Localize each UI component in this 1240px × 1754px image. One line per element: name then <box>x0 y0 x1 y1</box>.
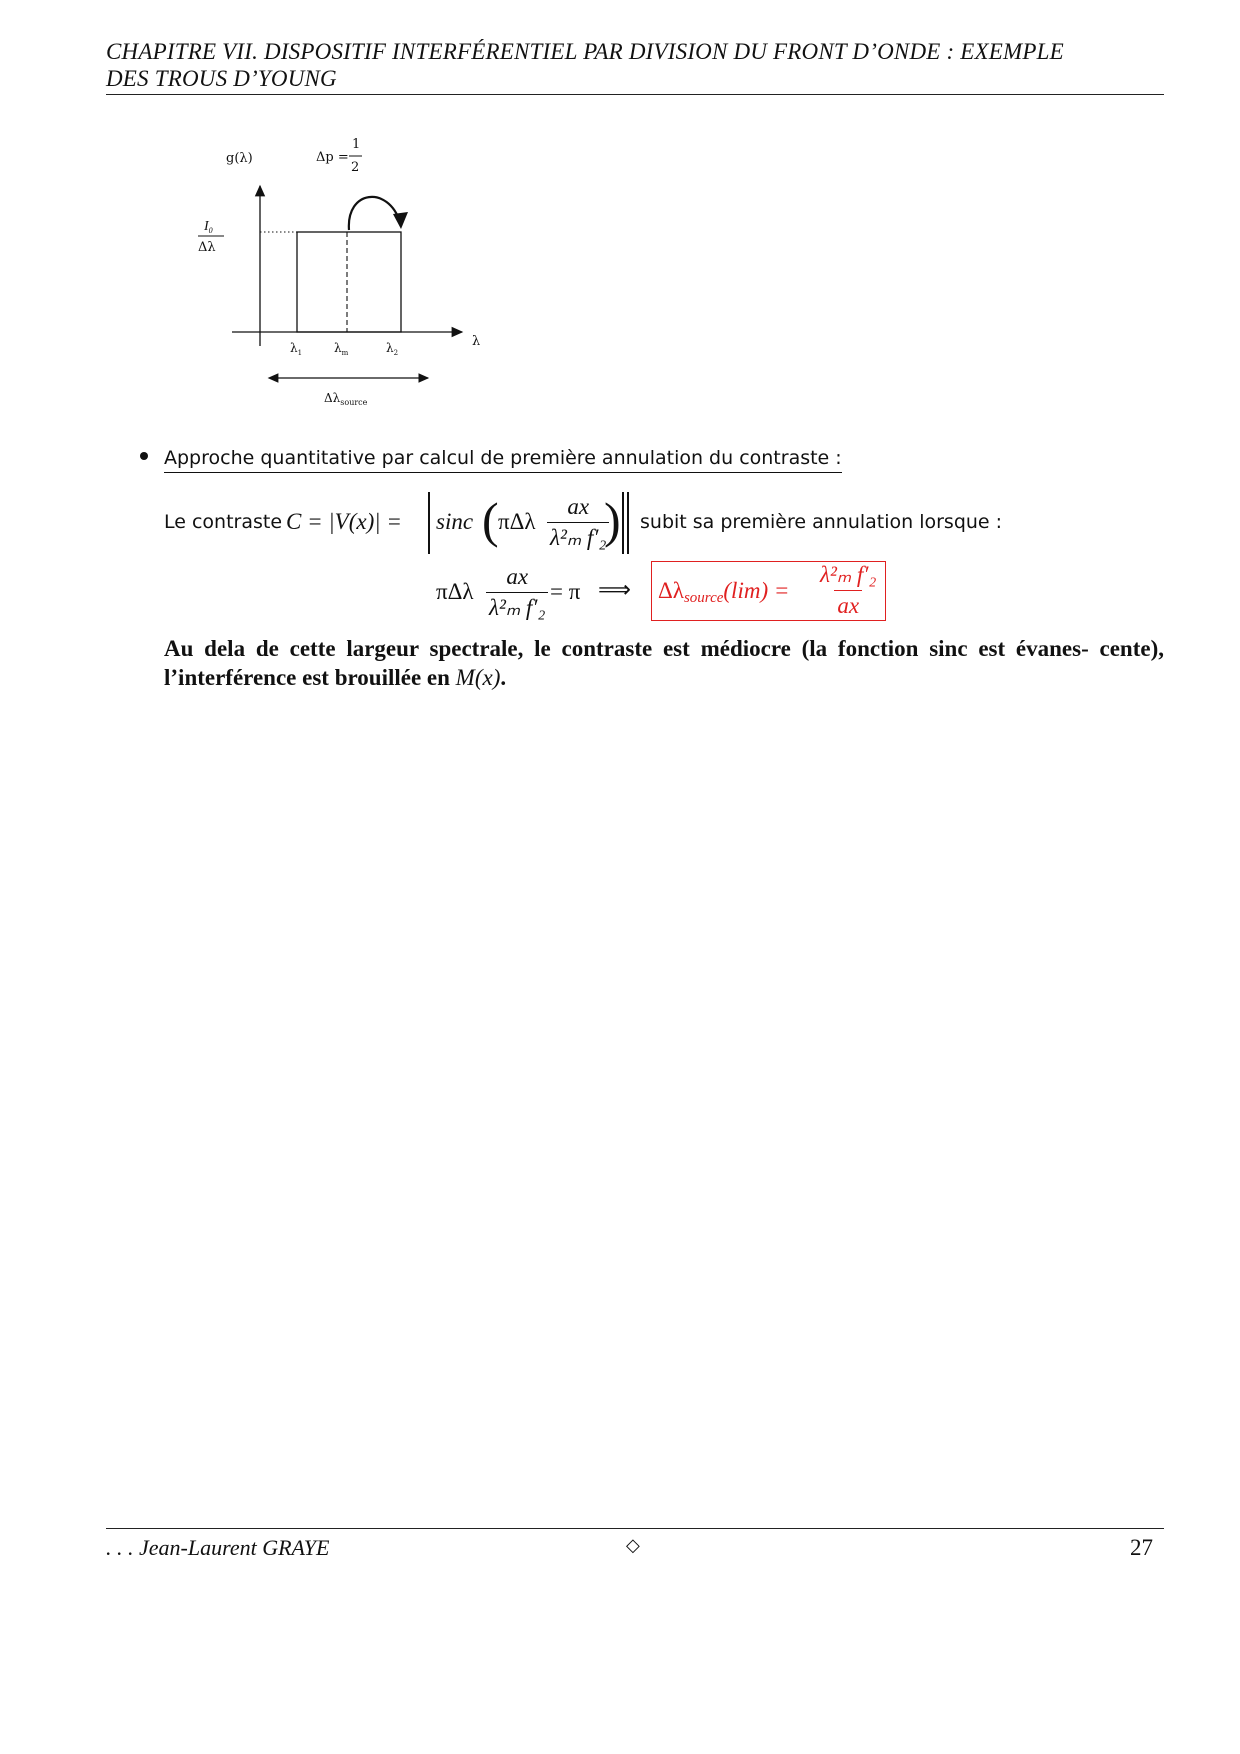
conclusion-text: Au dela de cette largeur spectrale, le contraste est médiocre (la fonction sinc est évanes- cente), l’interférence est brouillée en <box>164 636 1164 690</box>
conclusion-end: . <box>500 665 507 690</box>
boxed-fraction-num: λ²ₘ f′₂ <box>820 562 877 587</box>
eq-fraction-num: ax <box>506 564 529 589</box>
page-header <box>106 38 1164 92</box>
x-axis-label: λ <box>472 334 481 349</box>
sinc-label: sinc <box>436 509 474 534</box>
boxed-fraction-den: ax <box>834 590 862 619</box>
abs-bar-right-1 <box>622 492 624 554</box>
conclusion-paragraph <box>164 634 1164 692</box>
shift-arrow-head <box>393 212 408 229</box>
implies-arrow: ⟹ <box>598 577 631 602</box>
header-line-1: CHAPITRE VII. DISPOSITIF INTERFÉRENTIEL PAR DIVISION DU FRONT D’ONDE : EXEMPLE <box>106 39 1064 64</box>
paren-left: ( <box>482 492 499 548</box>
level-label-denominator: Δλ <box>198 240 216 255</box>
shift-denominator: 2 <box>351 160 360 175</box>
footer-author: . . . Jean-Laurent GRAYE <box>106 1535 330 1560</box>
width-label: $\Delta\lambda_{source}$ <box>324 391 368 407</box>
eq-equals-pi: = π <box>550 579 581 604</box>
contrast-fraction-den: λ²ₘ f′₂ <box>547 522 609 551</box>
spectral-density-figure <box>198 137 510 410</box>
page-number: 27 <box>1130 1535 1153 1560</box>
shift-label: Δp = <box>316 150 349 165</box>
contrast-intro: Le contraste <box>164 511 283 533</box>
bullet-marker <box>140 452 148 460</box>
tick-lambda-2: $\lambda_2$ <box>386 341 399 357</box>
eq-fraction-den: λ²ₘ f′₂ <box>486 592 548 621</box>
footer-divider <box>106 1528 1164 1529</box>
y-axis-label: g(λ) <box>226 151 253 166</box>
tick-lambda-1: $\lambda_1$ <box>290 341 303 357</box>
result-box <box>651 561 886 621</box>
contrast-sentence <box>164 492 1164 556</box>
spectrum-rectangle <box>297 232 401 332</box>
contrast-fraction <box>547 494 609 551</box>
contrast-pi-delta: πΔλ <box>498 509 536 534</box>
boxed-delta-lambda: Δλsource(lim) = <box>658 578 790 606</box>
header-divider <box>106 94 1164 95</box>
boxed-fraction <box>817 562 879 619</box>
level-label-numerator: $I_0$ <box>204 219 213 235</box>
contrast-lhs: C = |V(x)| = <box>286 509 402 534</box>
shift-arrow <box>349 197 400 230</box>
header-line-2: DES TROUS D’YOUNG <box>106 66 337 91</box>
contrast-fraction-num: ax <box>567 494 590 519</box>
footer-diamond-icon: ◇ <box>626 1535 640 1556</box>
abs-bar-right-2 <box>627 492 629 554</box>
conclusion-math: M(x) <box>455 665 501 690</box>
bullet-heading: Approche quantitative par calcul de première annulation du contraste : <box>164 447 842 473</box>
eq-pi-delta: πΔλ <box>436 579 474 604</box>
tick-lambda-m: $\lambda_m$ <box>334 341 349 357</box>
shift-numerator: 1 <box>352 137 361 152</box>
paren-right: ) <box>604 492 621 548</box>
eq-fraction <box>486 564 548 621</box>
abs-bar-left <box>428 492 430 554</box>
contrast-outro: subit sa première annulation lorsque : <box>640 511 1003 533</box>
